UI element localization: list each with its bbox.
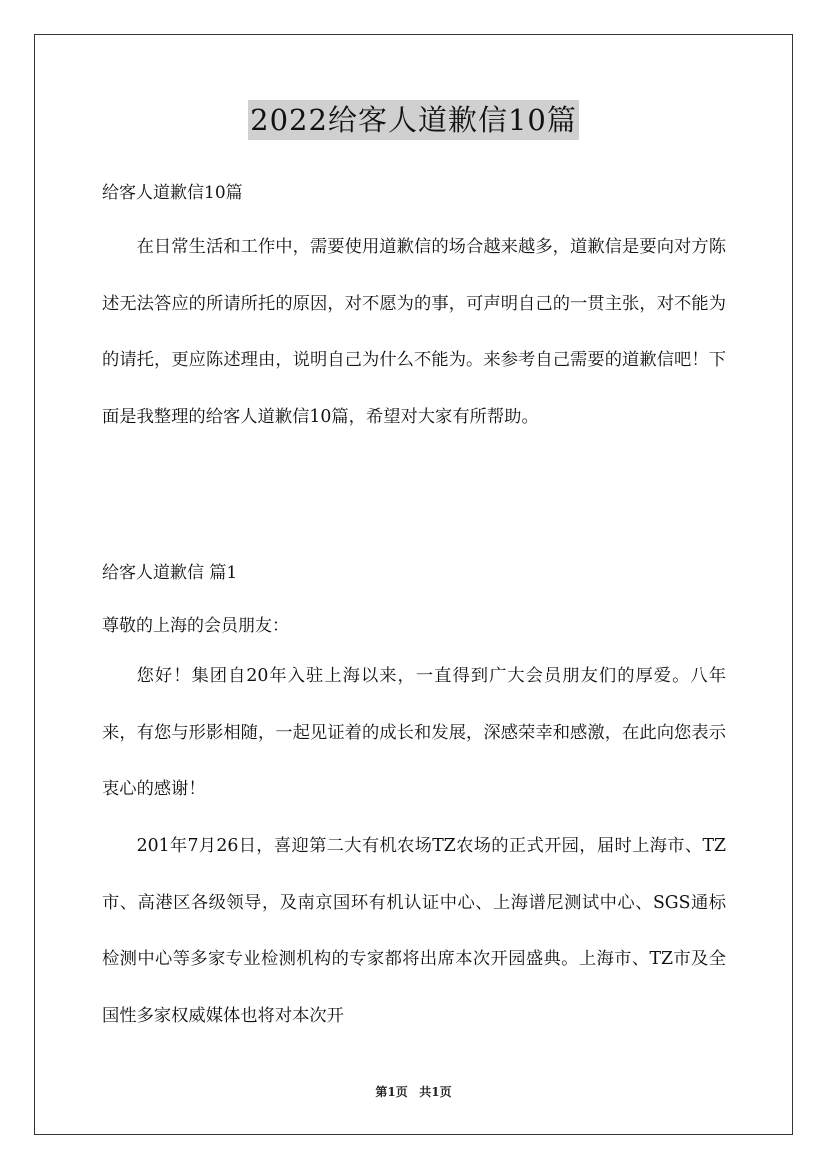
page-total: 共1页 [419,1085,452,1099]
page-footer [0,1083,827,1100]
intro-paragraph: 在日常生活和工作中，需要使用道歉信的场合越来越多，道歉信是要向对方陈述无法答应的所请所托的原因，对不愿为的事，可声明自己的一贯主张，对不能为的请托，更应陈述理由，说明自己为什么不能为。来参考自己需要的道歉信吧！下面是我整理的给客人道歉信10篇，希望对大家有所帮助。 [102,237,726,427]
salutation: 尊敬的上海的会员朋友： [102,616,289,636]
page-number: 第1页 [375,1085,408,1099]
document-title: 2022给客人道歉信10篇 [248,100,579,140]
document-subtitle: 给客人道歉信10篇 [102,183,243,203]
title-container [0,100,827,140]
body-paragraph: 您好！集团自20年入驻上海以来，一直得到广大会员朋友们的厚爱。八年来，有您与形影相随，一起见证着的成长和发展，深感荣幸和感激，在此向您表示衷心的感谢！ [102,666,726,799]
body-paragraph: 201年7月26日，喜迎第二大有机农场TZ农场的正式开园，届时上海市、TZ市、高港区各级领导，及南京国环有机认证中心、上海谱尼测试中心、SGS通标检测中心等多家专业检测机构的专家都将出席本次开园盛典。上海市、TZ市及全国性多家权威媒体也将对本次开 [102,836,726,1026]
section-heading: 给客人道歉信 篇1 [102,563,238,583]
